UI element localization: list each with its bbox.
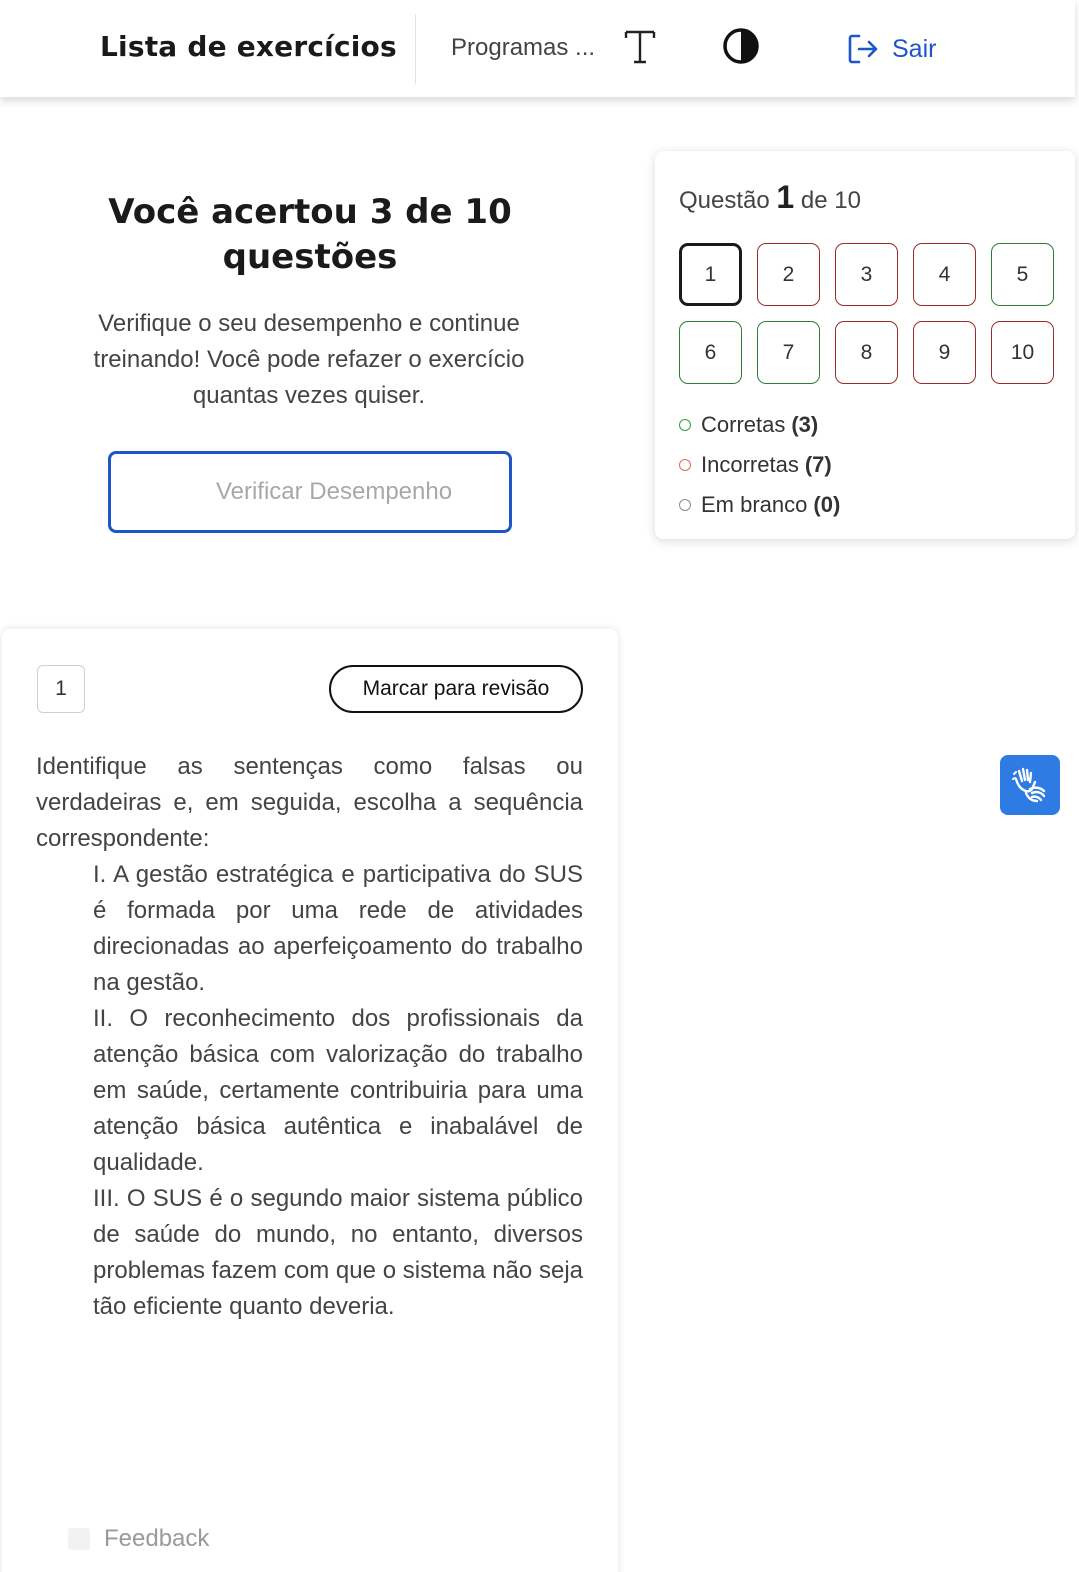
question-button-4[interactable]: 4 bbox=[913, 243, 976, 306]
navigator-suffix: de 10 bbox=[800, 187, 861, 214]
question-card bbox=[2, 629, 618, 1572]
result-description: Verifique o seu desempenho e continue treinando! Você pode refazer o exercício quantas vezes quiser. bbox=[93, 310, 525, 409]
question-button-7[interactable]: 7 bbox=[757, 321, 820, 384]
feedback-icon bbox=[68, 1528, 90, 1550]
result-title: Você acertou 3 de 10 questões bbox=[108, 192, 512, 277]
navigator-current: 1 bbox=[776, 179, 795, 215]
legend-blank bbox=[679, 485, 840, 525]
legend-correct bbox=[679, 405, 840, 445]
sign-language-button[interactable] bbox=[1000, 755, 1060, 815]
question-button-10[interactable]: 10 bbox=[991, 321, 1054, 384]
status-legend bbox=[679, 405, 840, 525]
legend-blank-label: Em branco bbox=[701, 492, 808, 517]
mark-for-review-button[interactable]: Marcar para revisão bbox=[329, 665, 583, 713]
legend-incorrect bbox=[679, 445, 840, 485]
verify-performance-button[interactable]: Verificar Desempenho bbox=[108, 451, 512, 533]
page-title: Lista de exercícios bbox=[100, 30, 397, 63]
question-navigator bbox=[655, 151, 1075, 539]
question-grid bbox=[679, 243, 1054, 384]
navigator-prefix: Questão bbox=[679, 187, 770, 214]
question-button-9[interactable]: 9 bbox=[913, 321, 976, 384]
question-number: 1 bbox=[37, 665, 85, 713]
legend-correct-label: Corretas bbox=[701, 412, 786, 437]
logout-label: Sair bbox=[892, 34, 937, 63]
font-size-icon[interactable] bbox=[623, 26, 657, 66]
correct-dot-icon bbox=[679, 419, 691, 431]
question-button-2[interactable]: 2 bbox=[757, 243, 820, 306]
legend-incorrect-count: (7) bbox=[804, 452, 832, 477]
question-button-1[interactable]: 1 bbox=[679, 243, 742, 306]
question-item-3: III. O SUS é o segundo maior sistema público de saúde do mundo, no entanto, diversos problemas fazem com que o sistema não seja tão eficiente quanto deveria. bbox=[93, 1185, 583, 1320]
question-button-8[interactable]: 8 bbox=[835, 321, 898, 384]
header-divider bbox=[415, 14, 416, 84]
sign-language-icon bbox=[1010, 765, 1050, 805]
question-button-5[interactable]: 5 bbox=[991, 243, 1054, 306]
question-items bbox=[93, 857, 583, 1325]
program-select[interactable]: Programas ... bbox=[451, 34, 596, 61]
question-item-2: II. O reconhecimento dos profissionais da atenção básica com valorização do trabalho em saúde, certamente contribuiria para uma atenção básica autêntica e inabalável de qualidade. bbox=[93, 1005, 583, 1176]
logout-button[interactable] bbox=[846, 30, 936, 68]
contrast-icon[interactable] bbox=[722, 27, 760, 65]
legend-correct-count: (3) bbox=[791, 412, 819, 437]
question-item-1: I. A gestão estratégica e participativa do SUS é formada por uma rede de atividades direcionadas ao aperfeiçoamento do trabalho na gestão. bbox=[93, 861, 583, 996]
navigator-heading bbox=[679, 179, 861, 216]
question-button-3[interactable]: 3 bbox=[835, 243, 898, 306]
blank-dot-icon bbox=[679, 499, 691, 511]
feedback-link[interactable] bbox=[68, 1525, 209, 1553]
feedback-label: Feedback bbox=[104, 1525, 210, 1552]
legend-blank-count: (0) bbox=[813, 492, 841, 517]
logout-icon bbox=[846, 32, 880, 66]
incorrect-dot-icon bbox=[679, 459, 691, 471]
question-statement: Identifique as sentenças como falsas ou verdadeiras e, em seguida, escolha a sequência correspondente: bbox=[36, 753, 583, 852]
question-button-6[interactable]: 6 bbox=[679, 321, 742, 384]
legend-incorrect-label: Incorretas bbox=[701, 452, 799, 477]
header-bar bbox=[0, 0, 1075, 97]
